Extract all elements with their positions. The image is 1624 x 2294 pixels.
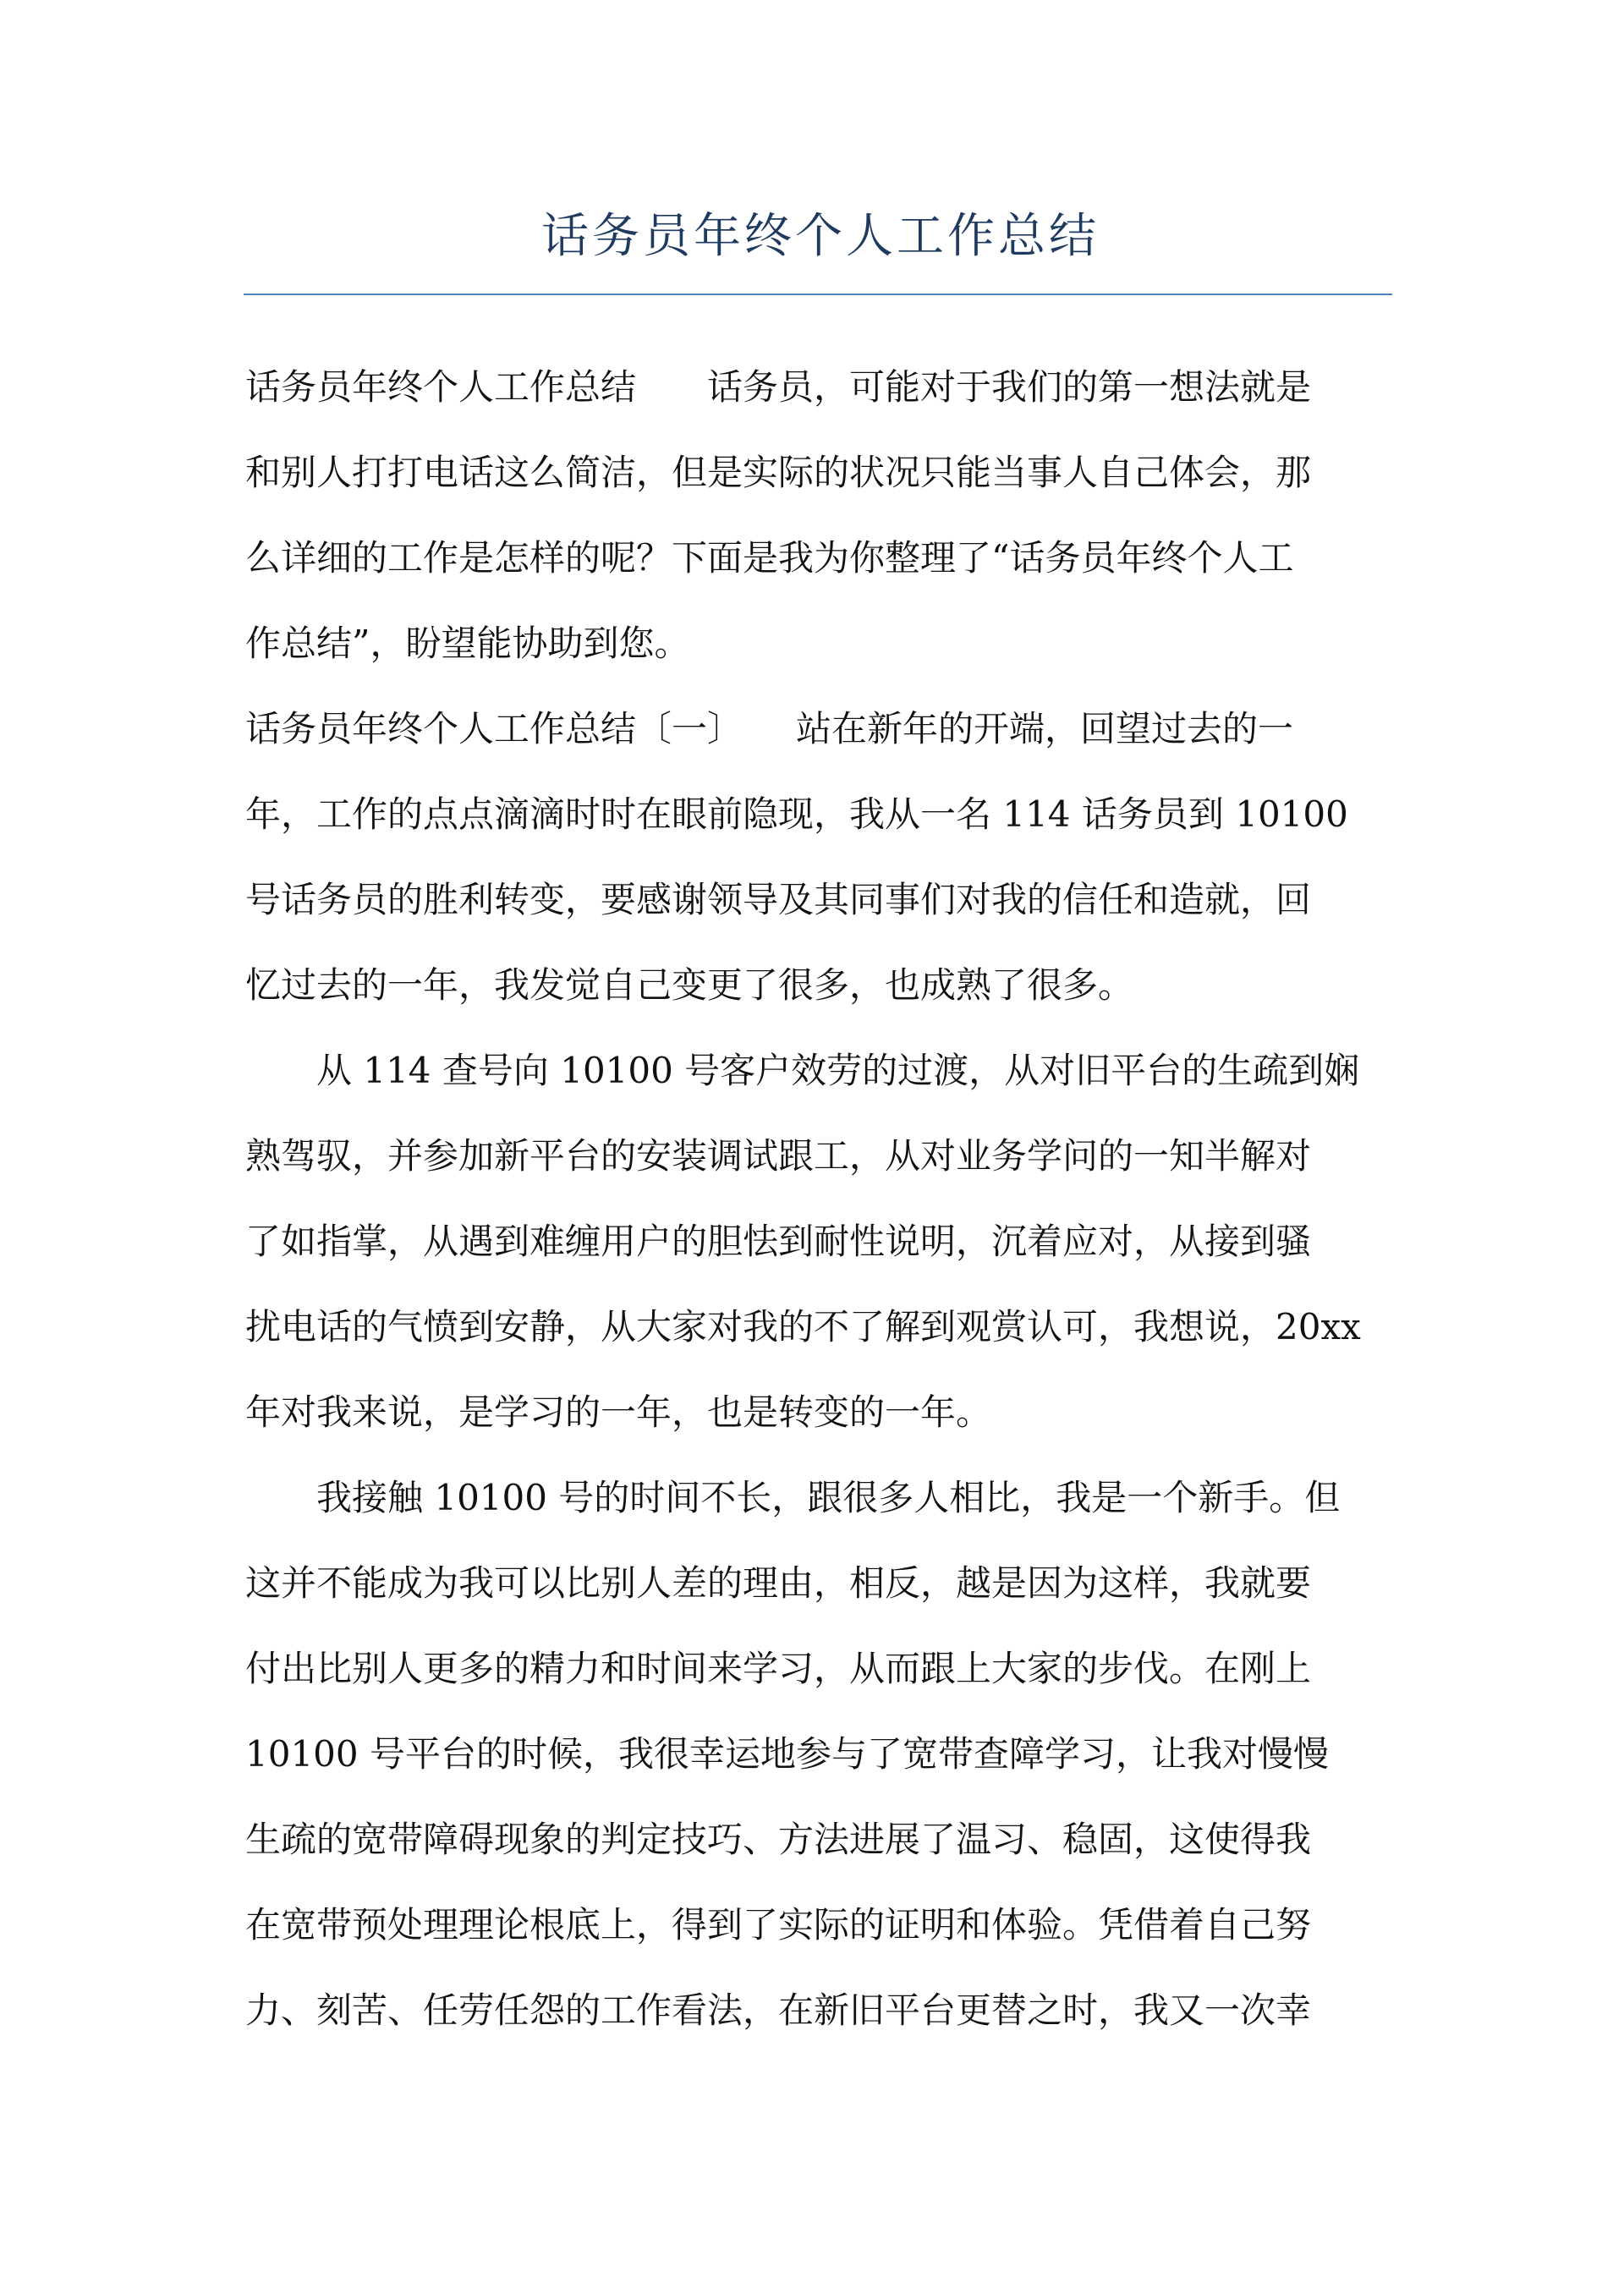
body-line: 扰电话的气愤到安静，从大家对我的不了解到观赏认可，我想说，20xx [245, 1306, 1361, 1347]
body-line: 号话务员的胜利转变，要感谢领导及其同事们对我的信任和造就，回 [245, 879, 1312, 920]
body-line: 忆过去的一年，我发觉自己变更了很多，也成熟了很多。 [245, 964, 1134, 1006]
body-line: 作总结”，盼望能协助到您。 [245, 623, 690, 664]
body-line: 和别人打打电话这么简洁，但是实际的状况只能当事人自己体会，那 [245, 452, 1312, 493]
body-line: 付出比别人更多的精力和时间来学习，从而跟上大家的步伐。在刚上 [245, 1648, 1312, 1689]
body-line: 从 114 查号向 10100 号客户效劳的过渡，从对旧平台的生疏到娴 [245, 1050, 1360, 1091]
body-line: 这并不能成为我可以比别人差的理由，相反，越是因为这样，我就要 [245, 1562, 1312, 1604]
body-line: 了如指掌，从遇到难缠用户的胆怯到耐性说明，沉着应对，从接到骚 [245, 1221, 1312, 1262]
body-line: 么详细的工作是怎样的呢？下面是我为你整理了“话务员年终个人工 [245, 537, 1294, 579]
body-line: 力、刻苦、任劳任怨的工作看法，在新旧平台更替之时，我又一次幸 [245, 1989, 1312, 2031]
body-line: 话务员年终个人工作总结〔一〕 站在新年的开端，回望过去的一 [245, 708, 1294, 749]
document-title: 话务员年终个人工作总结 [541, 209, 1100, 264]
body-line: 在宽带预处理理论根底上，得到了实际的证明和体验。凭借着自己努 [245, 1904, 1312, 1946]
body-line: 话务员年终个人工作总结 话务员，可能对于我们的第一想法就是 [245, 366, 1312, 408]
body-line: 生疏的宽带障碍现象的判定技巧、方法进展了温习、稳固，这使得我 [245, 1819, 1312, 1860]
body-line: 年，工作的点点滴滴时时在眼前隐现，我从一名 114 话务员到 10100 [245, 793, 1348, 835]
body-line: 10100 号平台的时候，我很幸运地参与了宽带查障学习，让我对慢慢 [245, 1733, 1329, 1775]
title-divider [244, 294, 1392, 295]
document-body [245, 344, 1392, 2053]
body-line: 年对我来说，是学习的一年，也是转变的一年。 [245, 1391, 992, 1433]
body-line: 我接触 10100 号的时间不长，跟很多人相比，我是一个新手。但 [245, 1477, 1341, 1518]
body-line: 熟驾驭，并参加新平台的安装调试跟工，从对业务学问的一知半解对 [245, 1135, 1312, 1177]
